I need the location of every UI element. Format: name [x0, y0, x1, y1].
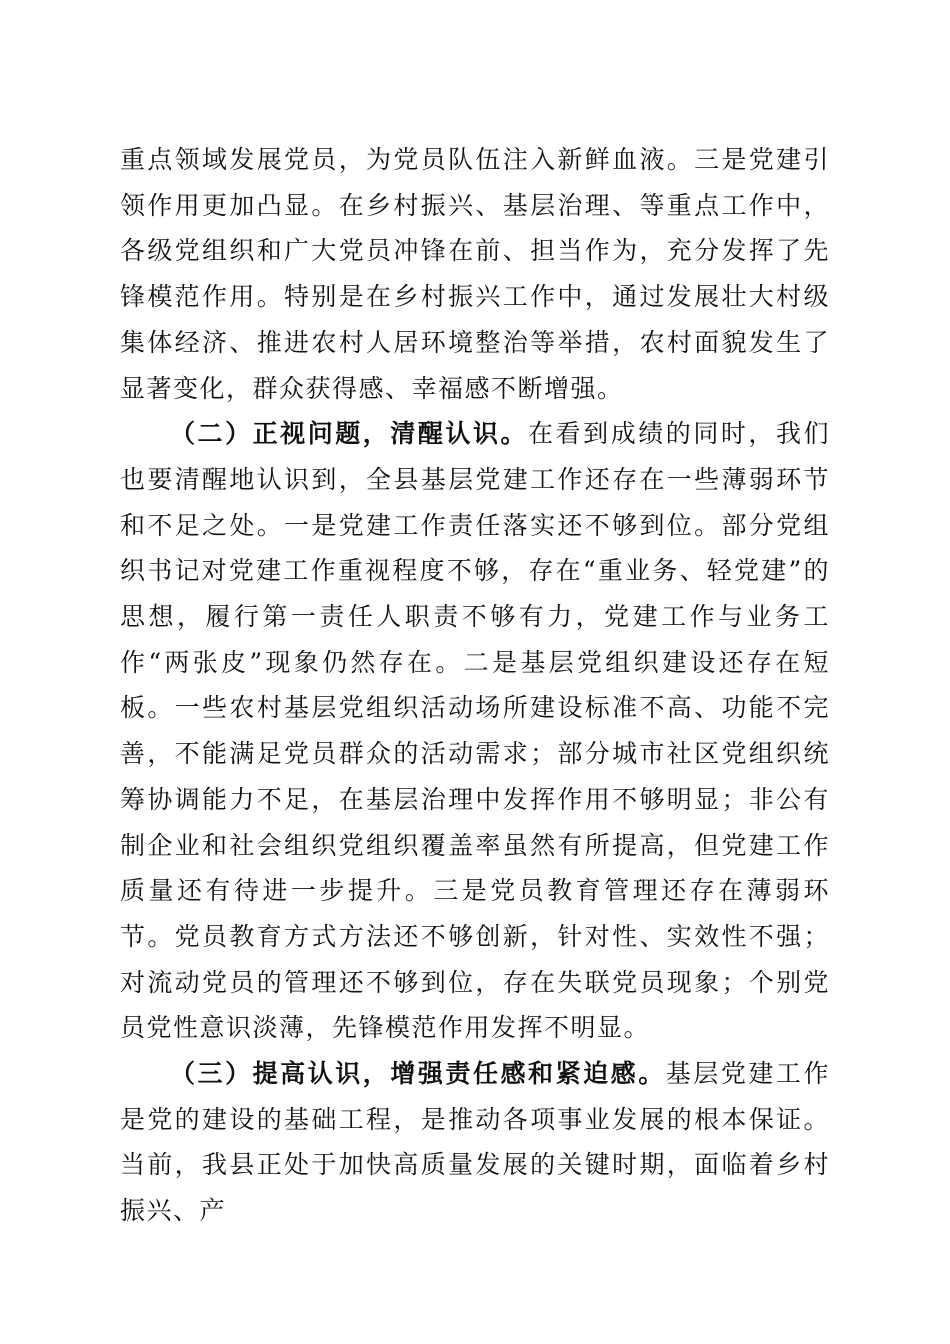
paragraph-text: 基层党建工作是党的建设的基础工程，是推动各项事业发展的根本保证。当前，我县正处于加快高质量发展的关键时期，面临着乡村振兴、产: [120, 1059, 830, 1226]
paragraph-text: 重点领域发展党员，为党员队伍注入新鲜血液。三是党建引领作用更加凸显。在乡村振兴、基层治理、等重点工作中，各级党组织和广大党员冲锋在前、担当作为，充分发挥了先锋模范作用。特别是在乡村振兴工作中，通过发展壮大村级集体经济、推进农村人居环境整治等举措，农村面貌发生了显著变化，群众获得感、幸福感不断增强。: [120, 145, 830, 403]
paragraph-section-3: [120, 1051, 830, 1234]
paragraph-continuation: [120, 137, 830, 411]
paragraph-section-2: [120, 411, 830, 1051]
paragraph-text: 在看到成绩的同时，我们也要清醒地认识到，全县基层党建工作还存在一些薄弱环节和不足之处。一是党建工作责任落实还不够到位。部分党组织书记对党建工作重视程度不够，存在“重业务、轻党建”的思想，履行第一责任人职责不够有力，党建工作与业务工作“两张皮”现象仍然存在。二是基层党组织建设还存在短板。一些农村基层党组织活动场所建设标准不高、功能不完善，不能满足党员群众的活动需求；部分城市社区党组织统筹协调能力不足，在基层治理中发挥作用不够明显；非公有制企业和社会组织党组织覆盖率虽然有所提高，但党建工作质量还有待进一步提升。三是党员教育管理还存在薄弱环节。党员教育方式方法还不够创新，针对性、实效性不强；对流动党员的管理还不够到位，存在失联党员现象；个别党员党性意识淡薄，先锋模范作用发挥不明显。: [120, 419, 830, 1043]
document-body: [120, 137, 830, 1234]
section-heading: （三）提高认识，增强责任感和紧迫感。: [170, 1059, 666, 1089]
section-heading: （二）正视问题，清醒认识。: [170, 419, 529, 449]
